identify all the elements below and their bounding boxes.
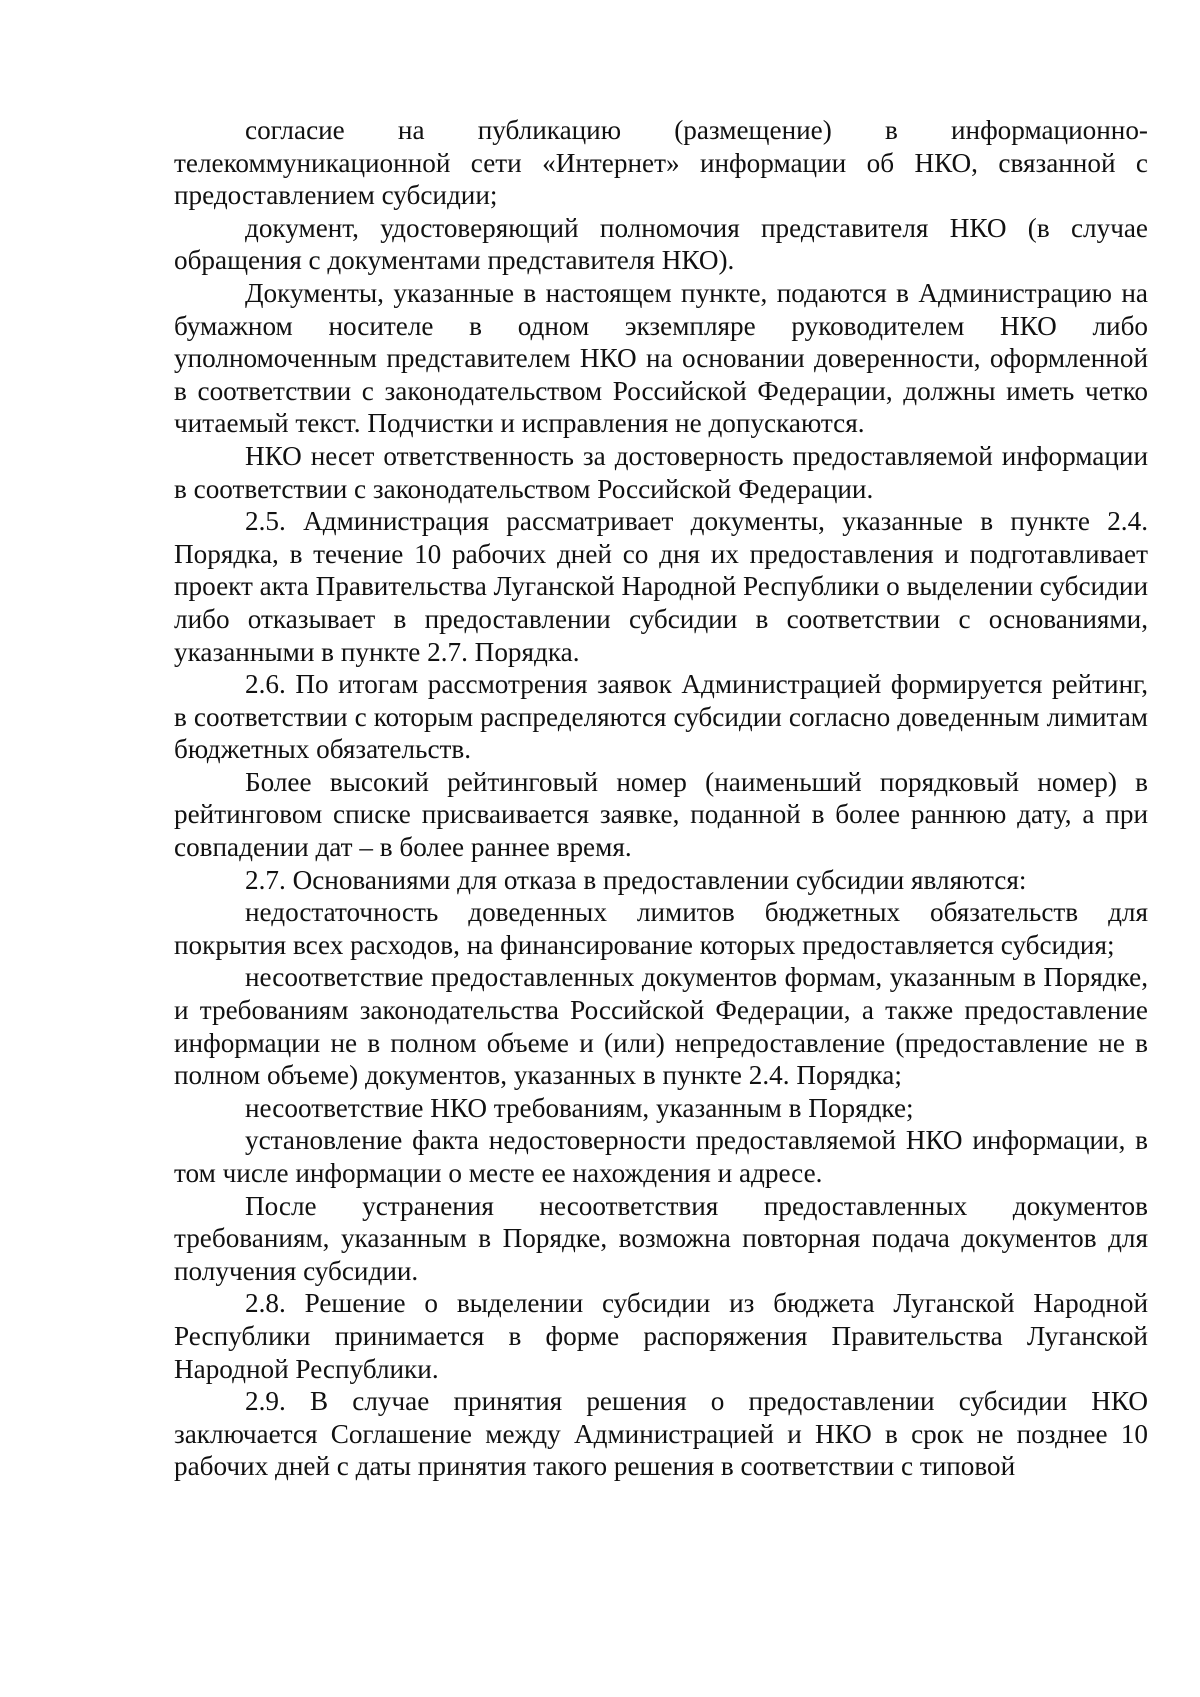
paragraph-clause-2-9: 2.9. В случае принятия решения о предоставлении субсидии НКО заключается Соглашение между Администрацией и НКО в срок не позднее 10 рабочих дней с даты принятия такого решения в соответствии с типовой [174, 1386, 1148, 1482]
paragraph-refusal-requirements: несоответствие НКО требованиям, указанным в Порядке; [245, 1092, 914, 1123]
paragraph-refusal-documents: несоответствие предоставленных документов формам, указанным в Порядке, и требованиям законодательства Российской Федерации, а также предоставление информации не в полном объеме и (или) непредоставление (предоставление не в полном объеме) документов, указанных в пункте 2.4. Порядка; [174, 962, 1148, 1091]
paragraph-rating-order: Более высокий рейтинговый номер (наименьший порядковый номер) в рейтинговом списке присваивается заявке, поданной в более раннюю дату, а при совпадении дат – в более раннее время. [174, 766, 1148, 863]
document-page [174, 114, 1148, 1483]
paragraph-resubmission: После устранения несоответствия предоставленных документов требованиям, указанным в Порядке, возможна повторная подача документов для получения субсидии. [174, 1190, 1148, 1286]
paragraph-clause-2-5: 2.5. Администрация рассматривает документы, указанные в пункте 2.4. Порядка, в течение 10 рабочих дней со дня их предоставления и подготавливает проект акта Правительства Луганской Народной Республики о выделении субсидии либо отказывает в предоставлении субсидии в соответствии с основаниями, указанными в пункте 2.7. Порядка. [174, 506, 1148, 667]
paragraph-representative-document: документ, удостоверяющий полномочия представителя НКО (в случае обращения с документами представителя НКО). [174, 212, 1148, 276]
paragraph-clause-2-7: 2.7. Основаниями для отказа в предоставлении субсидии являются: [245, 864, 1027, 895]
paragraph-refusal-unreliable-info: установление факта недостоверности предоставляемой НКО информации, в том числе информации о месте ее нахождения и адресе. [174, 1125, 1148, 1188]
paragraph-clause-2-8: 2.8. Решение о выделении субсидии из бюджета Луганской Народной Республики принимается в форме распоряжения Правительства Луганской Народной Республики. [174, 1288, 1148, 1384]
paragraph-submission-rules: Документы, указанные в настоящем пункте, подаются в Администрацию на бумажном носителе в одном экземпляре руководителем НКО либо уполномоченным представителем НКО на основании доверенности, оформленной в соответствии с законодательством Российской Федерации, должны иметь четко читаемый текст. Подчистки и исправления не допускаются. [174, 277, 1148, 439]
paragraph-responsibility: НКО несет ответственность за достоверность предоставляемой информации в соответствии с законодательством Российской Федерации. [174, 440, 1148, 504]
paragraph-consent-publication: согласие на публикацию (размещение) в информационно-телекоммуникационной сети «Интернет» информации об НКО, связанной с предоставлением субсидии; [174, 115, 1148, 211]
paragraph-clause-2-6: 2.6. По итогам рассмотрения заявок Администрацией формируется рейтинг, в соответствии с которым распределяются субсидии согласно доведенным лимитам бюджетных обязательств. [174, 669, 1148, 765]
paragraph-refusal-limits: недостаточность доведенных лимитов бюджетных обязательств для покрытия всех расходов, на финансирование которых предоставляется субсидия; [174, 897, 1148, 960]
